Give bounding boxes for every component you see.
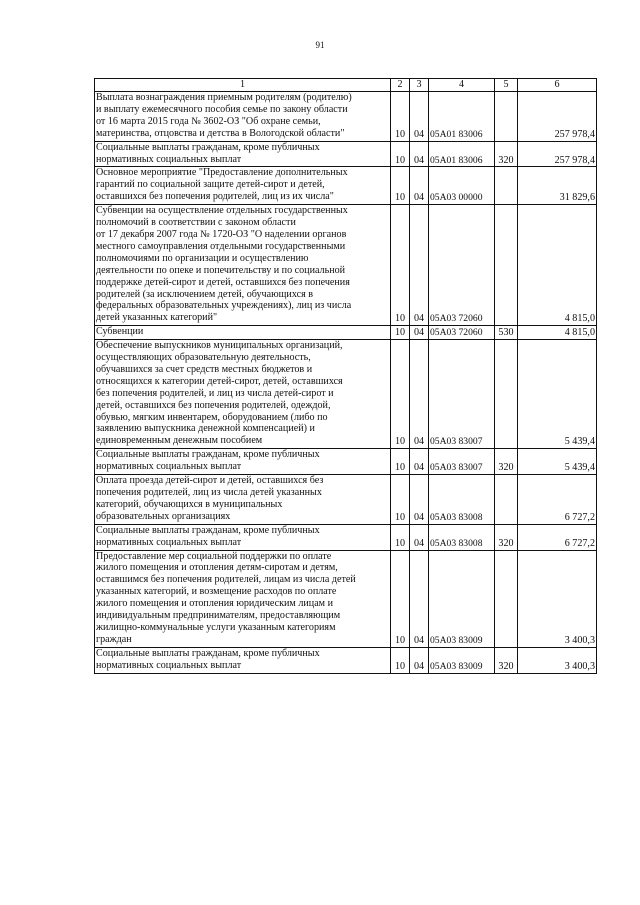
row-expense-type: 320 [495,647,518,673]
row-name: Субвенции [95,326,391,340]
table-row [95,524,597,550]
row-target-article: 05А03 72060 [429,205,495,326]
row-target-article: 05А03 72060 [429,326,495,340]
row-target-article: 05А03 83007 [429,340,495,449]
header-col-1: 1 [95,79,391,92]
table-body [95,92,597,674]
row-section: 10 [391,205,410,326]
row-amount: 3 400,3 [518,550,597,647]
row-target-article: 05А03 83009 [429,550,495,647]
row-expense-type: 320 [495,524,518,550]
row-subsection: 04 [410,449,429,475]
row-section: 10 [391,340,410,449]
row-amount: 257 978,4 [518,141,597,167]
row-expense-type [495,550,518,647]
header-col-4: 4 [429,79,495,92]
table-row [95,475,597,525]
row-target-article: 05А01 83006 [429,92,495,142]
row-target-article: 05А03 83007 [429,449,495,475]
header-col-3: 3 [410,79,429,92]
row-amount: 6 727,2 [518,475,597,525]
row-name: Обеспечение выпускников муниципальных организаций, осуществляющих образовательную деятельность, обучавшихся за счет средств местных бюджетов и относящихся к категории детей-сирот, детей, оставшихся без попечения родителей, и лиц из числа детей-сирот и детей, оставшихся без попечения родителей, одеждой, обувью, мягким инвентарем, оборудованием (либо по заявлению выпускника денежной компенсацией) и единовременным денежным пособием [95,340,391,449]
row-section: 10 [391,326,410,340]
table-row [95,141,597,167]
row-target-article: 05А01 83006 [429,141,495,167]
row-expense-type: 530 [495,326,518,340]
row-expense-type [495,92,518,142]
row-expense-type [495,167,518,205]
budget-table [94,78,597,674]
row-section: 10 [391,449,410,475]
header-col-5: 5 [495,79,518,92]
row-amount: 31 829,6 [518,167,597,205]
page-number: 91 [315,40,325,50]
table-row [95,326,597,340]
row-name: Оплата проезда детей-сирот и детей, оставшихся без попечения родителей, лиц из числа детей указанных категорий, обучающихся в муниципальных образовательных организациях [95,475,391,525]
table-row [95,449,597,475]
row-name: Социальные выплаты гражданам, кроме публичных нормативных социальных выплат [95,449,391,475]
table-row [95,92,597,142]
row-target-article: 05А03 00000 [429,167,495,205]
header-col-6: 6 [518,79,597,92]
row-amount: 5 439,4 [518,449,597,475]
row-subsection: 04 [410,141,429,167]
row-section: 10 [391,475,410,525]
row-amount: 6 727,2 [518,524,597,550]
row-subsection: 04 [410,92,429,142]
row-target-article: 05А03 83008 [429,524,495,550]
row-section: 10 [391,524,410,550]
row-subsection: 04 [410,326,429,340]
row-name: Социальные выплаты гражданам, кроме публичных нормативных социальных выплат [95,141,391,167]
row-amount: 4 815,0 [518,205,597,326]
row-subsection: 04 [410,524,429,550]
table-row [95,340,597,449]
row-subsection: 04 [410,340,429,449]
row-subsection: 04 [410,550,429,647]
row-name: Субвенции на осуществление отдельных государственных полномочий в соответствии с законом области от 17 декабря 2007 года № 1720-ОЗ "О наделении органов местного самоуправления отдельными государственными полномочиями по организации и осуществлению деятельности по опеке и попечительству и по социальной поддержке детей-сирот и детей, оставшихся без попечения родителей (за исключением детей, обучающихся в федеральных образовательных учреждениях), лиц из числа детей указанных категорий" [95,205,391,326]
row-name: Выплата вознаграждения приемным родителям (родителю) и выплату ежемесячного пособия семье по закону области от 16 марта 2015 года № 3602-ОЗ "Об охране семьи, материнства, отцовства и детства в Вологодской области" [95,92,391,142]
table-header-row [95,79,597,92]
row-section: 10 [391,92,410,142]
table-row [95,205,597,326]
table-row [95,167,597,205]
row-expense-type: 320 [495,141,518,167]
row-section: 10 [391,647,410,673]
row-name: Предоставление мер социальной поддержки по оплате жилого помещения и отопления детям-сиротам и детям, оставшимся без попечения родителей, лицам из числа детей указанных категорий, и возмещение расходов по оплате жилого помещения и отопления юридическим лицам и индивидуальным предпринимателям, предоставляющим жилищно-коммунальные услуги указанным категориям граждан [95,550,391,647]
row-target-article: 05А03 83009 [429,647,495,673]
table-row [95,550,597,647]
table-row [95,647,597,673]
row-section: 10 [391,550,410,647]
row-amount: 257 978,4 [518,92,597,142]
row-section: 10 [391,141,410,167]
row-subsection: 04 [410,475,429,525]
row-expense-type [495,205,518,326]
row-subsection: 04 [410,167,429,205]
row-expense-type [495,340,518,449]
row-amount: 4 815,0 [518,326,597,340]
row-name: Социальные выплаты гражданам, кроме публичных нормативных социальных выплат [95,647,391,673]
row-name: Основное мероприятие "Предоставление дополнительных гарантий по социальной защите детей-сирот и детей, оставшихся без попечения родителей, лиц из их числа" [95,167,391,205]
row-amount: 5 439,4 [518,340,597,449]
row-expense-type: 320 [495,449,518,475]
row-subsection: 04 [410,647,429,673]
row-target-article: 05А03 83008 [429,475,495,525]
row-section: 10 [391,167,410,205]
row-name: Социальные выплаты гражданам, кроме публичных нормативных социальных выплат [95,524,391,550]
row-subsection: 04 [410,205,429,326]
row-amount: 3 400,3 [518,647,597,673]
header-col-2: 2 [391,79,410,92]
row-expense-type [495,475,518,525]
